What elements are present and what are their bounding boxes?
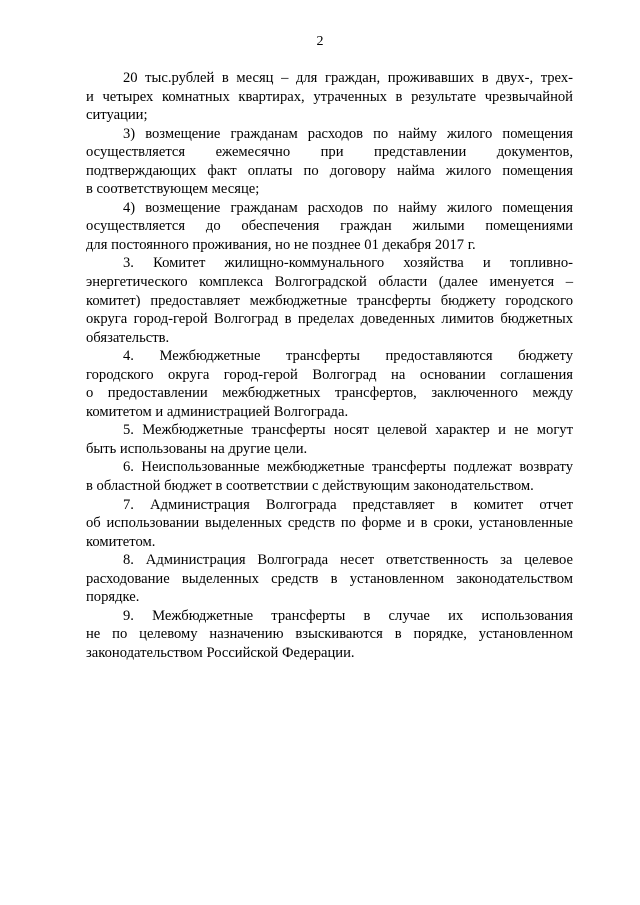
- paragraph-line: и четырех комнатных квартирах, утраченных в результате чрезвычайной: [86, 88, 573, 105]
- paragraph-line: 3) возмещение гражданам расходов по найму жилого помещения: [123, 125, 573, 142]
- paragraph-line: 5. Межбюджетные трансферты носят целевой характер и не могут: [123, 422, 573, 439]
- paragraph-line: 7. Администрация Волгограда представляет в комитет отчет: [123, 496, 573, 513]
- paragraph-line: 8. Администрация Волгограда несет ответственность за целевое: [123, 552, 573, 569]
- paragraph-line: комитетом и администрацией Волгограда.: [86, 403, 349, 420]
- paragraph-line: 4) возмещение гражданам расходов по найму жилого помещения: [123, 199, 573, 216]
- paragraph-line: в областной бюджет в соответствии с действующим законодательством.: [86, 478, 534, 495]
- paragraph-line: комитет) предоставляет межбюджетные трансферты бюджету городского: [86, 292, 573, 309]
- document-body: [86, 69, 573, 663]
- paragraph-item8: [86, 551, 573, 607]
- paragraph-p3: [86, 125, 573, 199]
- paragraph-line: порядке.: [86, 589, 140, 606]
- paragraph-line: подтверждающих факт оплаты по договору найма жилого помещения: [86, 162, 573, 179]
- paragraph-line: 4. Межбюджетные трансферты предоставляются бюджету: [123, 348, 573, 365]
- paragraph-line: 6. Неиспользованные межбюджетные трансферты подлежат возврату: [123, 459, 573, 476]
- paragraph-line: быть использованы на другие цели.: [86, 440, 308, 457]
- paragraph-item5: [86, 421, 573, 458]
- paragraph-line: расходование выделенных средств в установленном законодательством: [86, 570, 573, 587]
- paragraph-line: обязательств.: [86, 329, 170, 346]
- paragraph-line: о предоставлении межбюджетных трансфертов, заключенного между: [86, 385, 573, 402]
- paragraph-line: энергетического комплекса Волгоградской области (далее именуется –: [86, 274, 573, 291]
- paragraph-item9: [86, 607, 573, 663]
- paragraph-line: в соответствующем месяце;: [86, 181, 260, 198]
- paragraph-line: для постоянного проживания, но не позднее 01 декабря 2017 г.: [86, 236, 476, 253]
- paragraph-line: 20 тыс.рублей в месяц – для граждан, проживавших в двух-, трех-: [123, 70, 573, 86]
- paragraph-line: 9. Межбюджетные трансферты в случае их использования: [123, 607, 573, 624]
- paragraph-line: осуществляется ежемесячно при представлении документов,: [86, 144, 573, 161]
- paragraph-line: округа город-герой Волгоград в пределах доведенных лимитов бюджетных: [86, 311, 573, 328]
- paragraph-line: осуществляется до обеспечения граждан жилыми помещениями: [86, 218, 573, 235]
- paragraph-line: об использовании выделенных средств по форме и в сроки, установленные: [86, 515, 573, 532]
- paragraph-item4: [86, 347, 573, 421]
- paragraph-line: ситуации;: [86, 107, 148, 124]
- paragraph-item7: [86, 496, 573, 552]
- paragraph-line: законодательством Российской Федерации.: [86, 644, 355, 661]
- paragraph-item6: [86, 458, 573, 495]
- paragraph-line: комитетом.: [86, 533, 156, 550]
- paragraph-p0: [86, 69, 573, 125]
- paragraph-p4: [86, 199, 573, 255]
- paragraph-line: городского округа город-герой Волгоград на основании соглашения: [86, 366, 573, 383]
- paragraph-line: не по целевому назначению взыскиваются в порядке, установленном: [86, 626, 573, 643]
- paragraph-line: 3. Комитет жилищно-коммунального хозяйства и топливно-: [123, 255, 573, 272]
- paragraph-item3: [86, 254, 573, 347]
- page-number: 2: [316, 34, 324, 49]
